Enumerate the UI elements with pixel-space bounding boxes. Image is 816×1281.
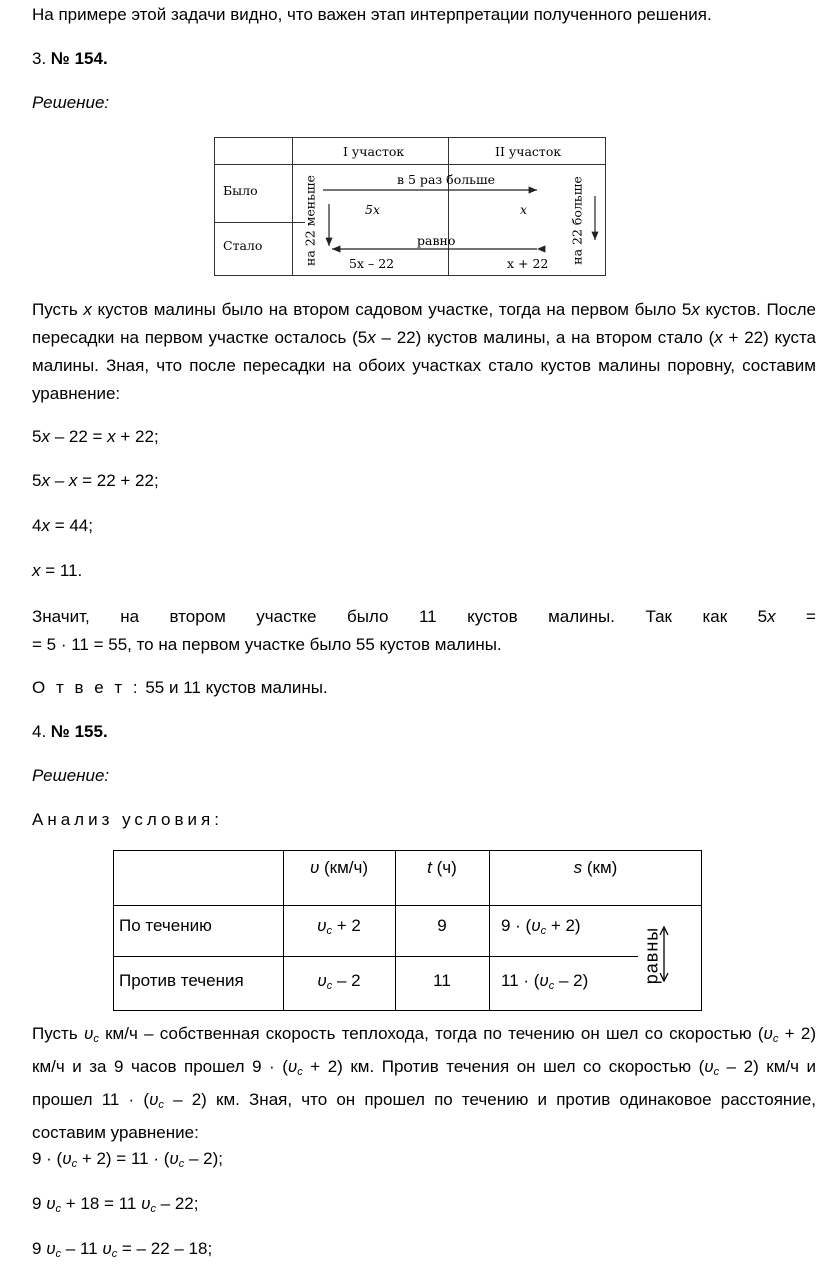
row-label-downstream: По течению [119,916,212,935]
diagram-table [214,137,606,276]
diagram-arrow-bottom-label: равно [417,233,456,248]
cell-time-downstream: 9 [437,916,447,935]
speed-table [113,850,702,1011]
equal-arrow [656,925,686,985]
diagram-5x-22: 5x – 22 [349,256,395,271]
analysis-heading: Анализ условия: [32,810,223,829]
equation-5: $9 \cdot (\upsilon_c + 2) = 11 \cdot (\upsilon_c - 2)$; [32,1149,223,1170]
header-distance: s (км) [573,858,618,877]
problem-number-154: 3. № 154. [32,49,108,68]
equation-3: 4x = 44; [32,516,93,535]
row-label-upstream: Против течения [119,971,244,990]
equation-2: 5x – x = 22 + 22; [32,471,159,490]
solution-heading-2: Решение: [32,766,110,785]
problem-number-155: 4. № 155. [32,722,108,741]
solution-heading-1: Решение: [32,93,110,112]
cell-time-upstream: 11 [433,971,451,990]
diagram-left-side: на 22 меньше [302,175,318,266]
diagram-5x: 5x [365,202,381,217]
diagram-right-side: на 22 больше [569,176,585,265]
diagram-col2: II участок [495,144,562,159]
intro-text: На примере этой задачи видно, что важен этап интерпретации полученного решения. [32,5,712,24]
diagram-arrows [215,138,605,275]
paragraph-2: Значит, на втором участке было 11 кустов малины. Так как 5x = = 5 · 11 = 55, то на первом участке было 55 кустов малины. [32,607,816,654]
diagram-row1: Было [223,183,258,198]
equation-7: 9 $\upsilon_c - 11$ $\upsilon_c$ = – 22 – 18; [32,1239,213,1260]
equation-1: 5x – 22 = x + 22; [32,427,159,446]
equation-4: x = 11. [32,561,83,580]
cell-speed-upstream: $\upsilon_c - 2$ [317,971,361,992]
paragraph-3: Пусть $\upsilon_c$ км/ч – собственная скорость теплохода, тогда по течению он шел со скоростью $(\upsilon_c + 2)$ км/ч и за 9 часов прошел $9 \cdot (\upsilon_c + 2)$ км. Против течения он шел со скоростью $(\upsilon_c - 2)$ км/ч и прошел $11 \cdot (\upsilon_c - 2)$ км. Зная, что он прошел по течению и против одинаковое расстояние, составим уравнение: [32,1024,816,1142]
paragraph-1: Пусть x кустов малины было на втором садовом участке, тогда на первом было 5x кустов. После пересадки на первом участке осталось (5x – 22) кустов малины, а на втором стало (x + 22) куста малины. Зная, что после пересадки на обоих участках стало кустов малины поровну, составим уравнение: [32,300,816,403]
cell-speed-downstream: $\upsilon_c + 2$ [317,916,361,937]
header-speed: υ (км/ч) [309,858,369,877]
equation-6: 9 $\upsilon_c + 18 = 11$ $\upsilon_c - 22$; [32,1194,199,1215]
header-time: t (ч) [427,858,457,877]
diagram-row2: Стало [223,238,263,253]
answer-line: О т в е т : 55 и 11 кустов малины. [32,678,328,697]
diagram-x-22: x + 22 [507,256,549,271]
diagram-x: x [520,202,528,217]
diagram-col1: I участок [343,144,405,159]
diagram-arrow-top-label: в 5 раз больше [397,172,495,187]
equal-label: равны [641,926,662,985]
equal-marker [636,925,666,985]
cell-distance-downstream: $9 \cdot (\upsilon_c + 2)$ [501,916,581,937]
cell-distance-upstream: $11 \cdot (\upsilon_c - 2)$ [501,971,589,992]
